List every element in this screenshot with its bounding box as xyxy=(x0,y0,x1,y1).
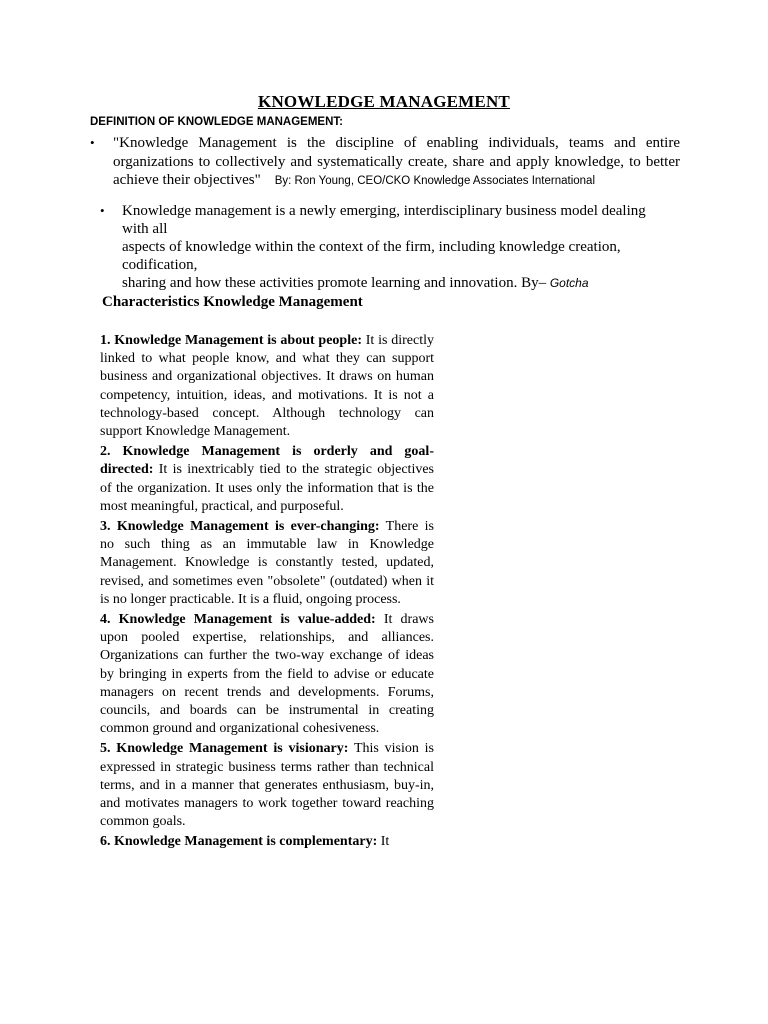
bullet2-line-3 xyxy=(122,274,660,292)
characteristic-heading: 5. Knowledge Management is visionary: xyxy=(100,741,349,757)
bullet2-line-2: aspects of knowledge within the context of the firm, including knowledge creation, codification, xyxy=(122,239,621,273)
characteristic-item xyxy=(100,611,434,738)
characteristics-list xyxy=(100,332,434,854)
characteristic-item xyxy=(100,518,434,609)
characteristic-text: It is directly linked to what people know, and what they can support business and organizational objectives. It draws on human competency, intuition, ideas, and motivations. It is not a technology-based concept. Although technology can support Knowledge Management. xyxy=(100,333,434,440)
characteristic-heading: 2. Knowledge Management is orderly and goal-directed: xyxy=(100,444,434,478)
bullet2-author: Gotcha xyxy=(549,276,589,290)
characteristic-text: It xyxy=(377,834,390,850)
bullet-icon: • xyxy=(90,135,95,150)
bullet2-line-1: Knowledge management is a newly emerging, interdisciplinary business model dealing with all xyxy=(122,203,646,237)
definition-quote: "Knowledge Management is the discipline of enabling individuals, teams and entire organizations to collectively and systematically create, share and apply knowledge, to better achieve their objectives" xyxy=(113,135,680,188)
characteristic-item xyxy=(100,332,434,441)
characteristic-heading: 4. Knowledge Management is value-added: xyxy=(100,612,376,628)
characteristic-item xyxy=(100,833,434,851)
bullet-icon: • xyxy=(100,203,105,218)
definition-byline: By: Ron Young, CEO/CKO Knowledge Associates International xyxy=(274,175,596,187)
characteristic-heading: 1. Knowledge Management is about people: xyxy=(100,333,362,348)
characteristic-text: This vision is expressed in strategic business terms rather than technical terms, and in a manner that generates enthusiasm, buy-in, and motivates managers to work together toward reaching common goals. xyxy=(100,741,435,830)
characteristic-text: It draws upon pooled expertise, relationships, and alliances. Organizations can further the two-way exchange of ideas by bringing in experts from the field to advise or educate managers on recent trends and developments. Forums, councils, and boards can be instrumental in creating common ground and organizational cohesiveness. xyxy=(100,612,434,737)
definition-quote-block xyxy=(113,134,680,191)
bullet2-line-3-text: sharing and how these activities promote learning and innovation. By– xyxy=(122,275,547,291)
definition-bullet-2 xyxy=(100,202,660,292)
characteristic-text: There is no such thing as an immutable law in Knowledge Management. Knowledge is constantly tested, updated, revised, and sometimes even "obsolete" (outdated) when it is no longer practicable. It is a fluid, ongoing process. xyxy=(100,519,434,607)
characteristic-heading: 6. Knowledge Management is complementary: xyxy=(100,834,378,850)
definition-bullet-1 xyxy=(90,134,680,191)
characteristic-item xyxy=(100,443,434,516)
characteristic-text: It is inextricably tied to the strategic objectives of the organization. It uses only the information that is the most meaningful, practical, and purposeful. xyxy=(100,462,434,514)
definition-heading: DEFINITION OF KNOWLEDGE MANAGEMENT: xyxy=(90,116,343,128)
characteristic-heading: 3. Knowledge Management is ever-changing: xyxy=(100,519,380,535)
page-title: KNOWLEDGE MANAGEMENT xyxy=(258,92,510,111)
characteristic-item xyxy=(100,740,434,831)
characteristics-heading: Characteristics Knowledge Management xyxy=(102,294,363,310)
